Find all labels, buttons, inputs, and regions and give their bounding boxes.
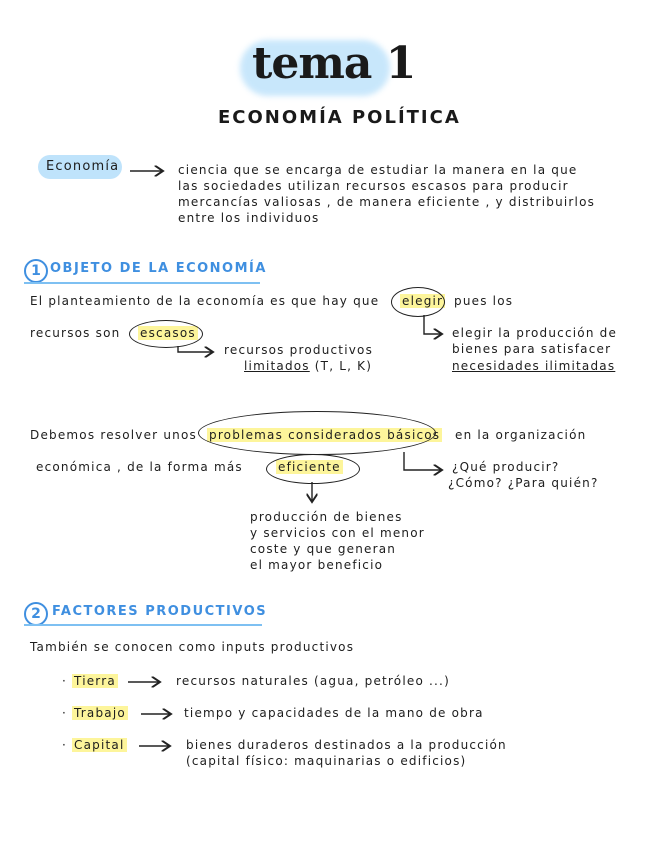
- arrow-elegir: [424, 315, 442, 334]
- escasos-note-2: limitados (T, L, K): [244, 359, 373, 373]
- s1-word-problemas: problemas considerados básicos: [209, 428, 441, 442]
- s1-line2-pre: recursos son: [30, 326, 121, 340]
- section-1-heading: OBJETO DE LA ECONOMÍA: [50, 261, 267, 276]
- factor-trabajo-desc: tiempo y capacidades de la mano de obra: [184, 706, 484, 720]
- page-title: tema 1: [252, 38, 416, 89]
- arrow-escasos: [178, 346, 213, 352]
- section-2-number: 2: [24, 602, 48, 626]
- factor-tierra-desc: recursos naturales (agua, petróleo ...): [176, 674, 450, 688]
- page-subtitle: ECONOMÍA POLÍTICA: [218, 107, 461, 128]
- s1-line3-pre: Debemos resolver unos: [30, 428, 197, 442]
- escasos-note-1: recursos productivos: [224, 343, 374, 357]
- definition-term: Economía: [46, 159, 120, 174]
- s1-line4-pre: económica , de la forma más: [36, 460, 243, 474]
- eficiente-note-3: coste y que generan: [250, 542, 397, 556]
- elegir-note-2: bienes para satisfacer: [452, 342, 612, 356]
- eficiente-note-1: producción de bienes: [250, 510, 403, 524]
- factor-trabajo-name: · Trabajo: [62, 706, 126, 720]
- section-1-number: 1: [24, 259, 48, 283]
- definition-line-3: mercancías valiosas , de manera eficiente , y distribuirlos: [178, 195, 596, 209]
- section-2-heading: FACTORES PRODUCTIVOS: [52, 604, 268, 619]
- factor-capital-desc: bienes duraderos destinados a la producción: [186, 738, 507, 752]
- arrow-problemas: [404, 452, 442, 470]
- s1-line1-pre: El planteamiento de la economía es que hay que: [30, 294, 380, 308]
- elegir-note-1: elegir la producción de: [452, 326, 618, 340]
- elegir-note-3: necesidades ilimitadas: [452, 359, 616, 373]
- eficiente-note-2: y servicios con el menor: [250, 526, 425, 540]
- s1-word-elegir: elegir: [402, 294, 444, 308]
- problem-question-2: ¿Cómo? ¿Para quién?: [448, 476, 599, 490]
- definition-line-4: entre los individuos: [178, 211, 320, 225]
- s1-line3-post: en la organización: [455, 428, 587, 442]
- section-2-intro: También se conocen como inputs productivos: [30, 640, 355, 654]
- s1-word-escasos: escasos: [140, 326, 196, 340]
- s1-line1-post: pues los: [454, 294, 514, 308]
- definition-line-1: ciencia que se encarga de estudiar la manera en la que: [178, 163, 578, 177]
- problem-question-1: ¿Qué producir?: [452, 460, 560, 474]
- s1-word-eficiente: eficiente: [278, 460, 341, 474]
- factor-tierra-name: · Tierra: [62, 674, 116, 688]
- factor-capital-desc-2: (capital físico: maquinarias o edificios): [186, 754, 467, 768]
- definition-line-2: las sociedades utilizan recursos escasos para producir: [178, 179, 569, 193]
- eficiente-note-4: el mayor beneficio: [250, 558, 384, 572]
- factor-capital-name: · Capital: [62, 738, 125, 752]
